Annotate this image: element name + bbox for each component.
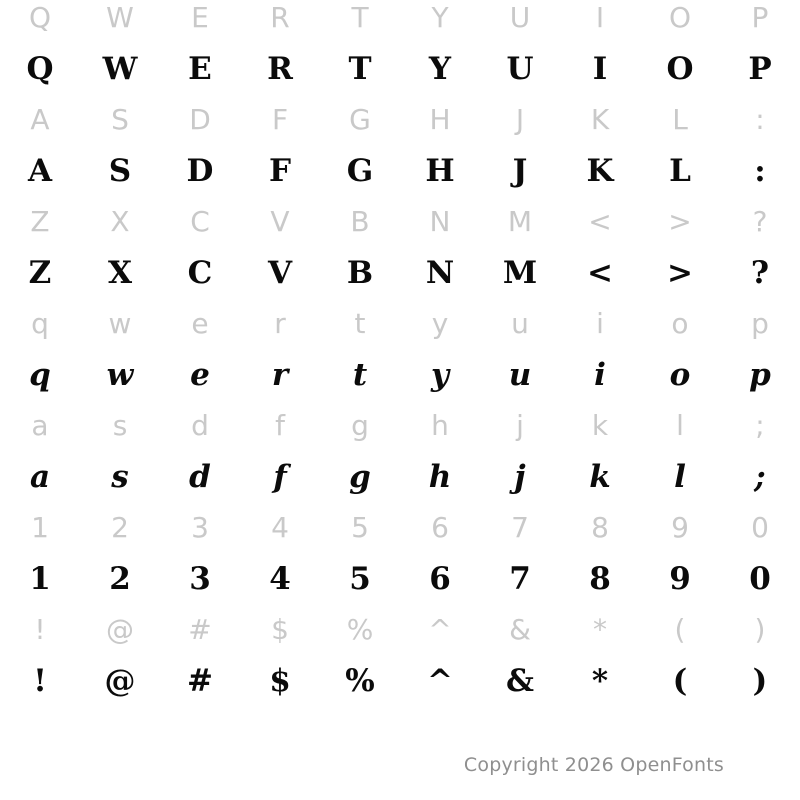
glyph-cell: y xyxy=(431,307,449,340)
glyph-cell: & xyxy=(509,613,531,646)
glyph-cell: R xyxy=(270,1,290,34)
glyph-row-reference xyxy=(0,409,800,462)
glyph-cell: A xyxy=(27,153,53,189)
glyph-cell: W xyxy=(102,51,138,87)
glyph-cell: I xyxy=(592,51,608,87)
glyph-cell: j xyxy=(516,409,524,442)
glyph-cell: 1 xyxy=(29,561,51,597)
glyph-cell: E xyxy=(188,51,212,87)
glyph-cell: 8 xyxy=(591,511,609,544)
glyph-cell: s xyxy=(111,459,129,495)
glyph-cell: X xyxy=(110,205,130,238)
glyph-cell: T xyxy=(348,51,372,87)
glyph-cell: 2 xyxy=(109,561,131,597)
glyph-cell: Y xyxy=(428,51,452,87)
glyph-cell: G xyxy=(349,103,371,136)
glyph-cell: r xyxy=(274,307,286,340)
glyph-cell: a xyxy=(31,409,49,442)
glyph-cell: l xyxy=(674,459,686,495)
glyph-cell: ; xyxy=(755,409,765,442)
glyph-cell: ( xyxy=(674,613,686,646)
glyph-row-reference xyxy=(0,1,800,54)
glyph-cell: i xyxy=(596,307,604,340)
glyph-cell: 8 xyxy=(589,561,611,597)
glyph-cell: q xyxy=(29,357,51,393)
glyph-cell: D xyxy=(189,103,211,136)
glyph-cell: 9 xyxy=(669,561,691,597)
glyph-cell: L xyxy=(672,103,688,136)
glyph-cell: 2 xyxy=(111,511,129,544)
glyph-cell: k xyxy=(589,459,611,495)
glyph-cell: T xyxy=(351,1,369,34)
glyph-cell: h xyxy=(428,459,452,495)
glyph-cell: J xyxy=(512,153,528,189)
glyph-cell: Y xyxy=(431,1,449,34)
glyph-cell: < xyxy=(588,205,612,238)
glyph-row-reference xyxy=(0,511,800,564)
glyph-cell: 0 xyxy=(751,511,769,544)
glyph-cell: Q xyxy=(26,51,54,87)
glyph-cell: g xyxy=(349,459,371,495)
glyph-row-reference xyxy=(0,103,800,156)
glyph-cell: e xyxy=(191,307,209,340)
glyph-cell: f xyxy=(273,459,287,495)
glyph-cell: 7 xyxy=(509,561,531,597)
glyph-cell: $ xyxy=(271,613,289,646)
glyph-cell: d xyxy=(191,409,209,442)
glyph-cell: H xyxy=(425,153,455,189)
glyph-cell: w xyxy=(106,357,134,393)
glyph-cell: O xyxy=(666,51,694,87)
glyph-cell: 1 xyxy=(31,511,49,544)
glyph-cell: J xyxy=(515,103,525,136)
glyph-cell: o xyxy=(671,307,689,340)
glyph-cell: S xyxy=(108,153,132,189)
glyph-cell: S xyxy=(111,103,129,136)
glyph-cell: U xyxy=(506,51,534,87)
glyph-cell: : xyxy=(755,103,765,136)
glyph-cell: 7 xyxy=(511,511,529,544)
glyph-cell: ^ xyxy=(428,613,452,646)
glyph-cell: ^ xyxy=(427,663,453,699)
glyph-cell: R xyxy=(267,51,293,87)
glyph-cell: u xyxy=(511,307,529,340)
glyph-cell: a xyxy=(29,459,51,495)
glyph-cell: r xyxy=(271,357,289,393)
glyph-cell: ; xyxy=(754,459,766,495)
glyph-cell: g xyxy=(351,409,369,442)
glyph-cell: > xyxy=(668,205,692,238)
glyph-cell: ! xyxy=(34,613,46,646)
glyph-cell: 6 xyxy=(431,511,449,544)
glyph-cell: q xyxy=(31,307,49,340)
glyph-row-sample xyxy=(0,153,800,208)
glyph-cell: K xyxy=(590,103,610,136)
glyph-cell: 4 xyxy=(269,561,291,597)
glyph-cell: ) xyxy=(752,663,768,699)
glyph-cell: 3 xyxy=(191,511,209,544)
glyph-row-reference xyxy=(0,307,800,360)
glyph-cell: e xyxy=(190,357,210,393)
glyph-cell: V xyxy=(270,205,290,238)
glyph-cell: & xyxy=(506,663,534,699)
glyph-cell: Z xyxy=(30,205,50,238)
glyph-cell: w xyxy=(108,307,132,340)
glyph-cell: Q xyxy=(28,1,52,34)
glyph-cell: h xyxy=(431,409,449,442)
glyph-cell: t xyxy=(354,307,366,340)
glyph-cell: d xyxy=(189,459,211,495)
glyph-cell: 9 xyxy=(671,511,689,544)
glyph-cell: 5 xyxy=(349,561,371,597)
glyph-cell: C xyxy=(187,255,213,291)
glyph-cell: F xyxy=(271,103,289,136)
glyph-cell: Z xyxy=(28,255,52,291)
glyph-row-sample xyxy=(0,561,800,616)
glyph-cell: : xyxy=(754,153,766,189)
glyph-cell: u xyxy=(508,357,532,393)
glyph-cell: E xyxy=(191,1,209,34)
glyph-cell: B xyxy=(350,205,370,238)
glyph-cell: @ xyxy=(106,613,134,646)
glyph-row-sample xyxy=(0,255,800,310)
glyph-cell: < xyxy=(587,255,613,291)
glyph-cell: # xyxy=(188,613,212,646)
glyph-cell: p xyxy=(749,357,771,393)
glyph-cell: M xyxy=(502,255,538,291)
glyph-cell: N xyxy=(429,205,451,238)
glyph-cell: I xyxy=(595,1,605,34)
glyph-cell: G xyxy=(346,153,374,189)
glyph-cell: N xyxy=(425,255,455,291)
glyph-cell: 6 xyxy=(429,561,451,597)
glyph-cell: $ xyxy=(269,663,291,699)
glyph-cell: M xyxy=(507,205,533,238)
glyph-cell: y xyxy=(430,357,449,393)
glyph-cell: k xyxy=(591,409,609,442)
glyph-cell: ? xyxy=(750,255,770,291)
glyph-cell: f xyxy=(275,409,285,442)
glyph-cell: X xyxy=(107,255,133,291)
glyph-cell: > xyxy=(667,255,693,291)
glyph-cell: o xyxy=(669,357,691,393)
glyph-cell: * xyxy=(591,663,609,699)
glyph-cell: ! xyxy=(33,663,47,699)
glyph-cell: W xyxy=(106,1,134,34)
glyph-cell: * xyxy=(593,613,607,646)
glyph-cell: C xyxy=(190,205,210,238)
glyph-cell: B xyxy=(346,255,374,291)
glyph-row-reference xyxy=(0,205,800,258)
glyph-cell: F xyxy=(268,153,291,189)
glyph-row-sample xyxy=(0,459,800,514)
glyph-cell: t xyxy=(352,357,368,393)
glyph-cell: ( xyxy=(672,663,688,699)
glyph-cell: P xyxy=(751,1,769,34)
glyph-cell: H xyxy=(429,103,451,136)
glyph-cell: D xyxy=(186,153,214,189)
glyph-cell: V xyxy=(267,255,293,291)
glyph-cell: A xyxy=(30,103,50,136)
glyph-cell: p xyxy=(751,307,769,340)
glyph-cell: O xyxy=(668,1,692,34)
glyph-cell: s xyxy=(112,409,128,442)
glyph-cell: l xyxy=(676,409,684,442)
glyph-cell: P xyxy=(748,51,772,87)
glyph-cell: % xyxy=(345,663,375,699)
glyph-cell: ? xyxy=(752,205,768,238)
glyph-row-sample xyxy=(0,51,800,106)
glyph-cell: 5 xyxy=(351,511,369,544)
glyph-cell: % xyxy=(346,613,374,646)
glyph-cell: 3 xyxy=(189,561,211,597)
glyph-cell: 0 xyxy=(749,561,771,597)
glyph-cell: 4 xyxy=(271,511,289,544)
glyph-row-sample xyxy=(0,663,800,718)
copyright-notice: Copyright 2026 OpenFonts xyxy=(463,754,724,776)
glyph-cell: j xyxy=(514,459,526,495)
glyph-cell: U xyxy=(509,1,531,34)
glyph-cell: # xyxy=(187,663,213,699)
glyph-cell: ) xyxy=(754,613,766,646)
glyph-row-sample xyxy=(0,357,800,412)
glyph-cell: L xyxy=(669,153,691,189)
glyph-row-reference xyxy=(0,613,800,666)
glyph-cell: K xyxy=(586,153,614,189)
glyph-cell: @ xyxy=(104,663,136,699)
glyph-cell: i xyxy=(594,357,606,393)
